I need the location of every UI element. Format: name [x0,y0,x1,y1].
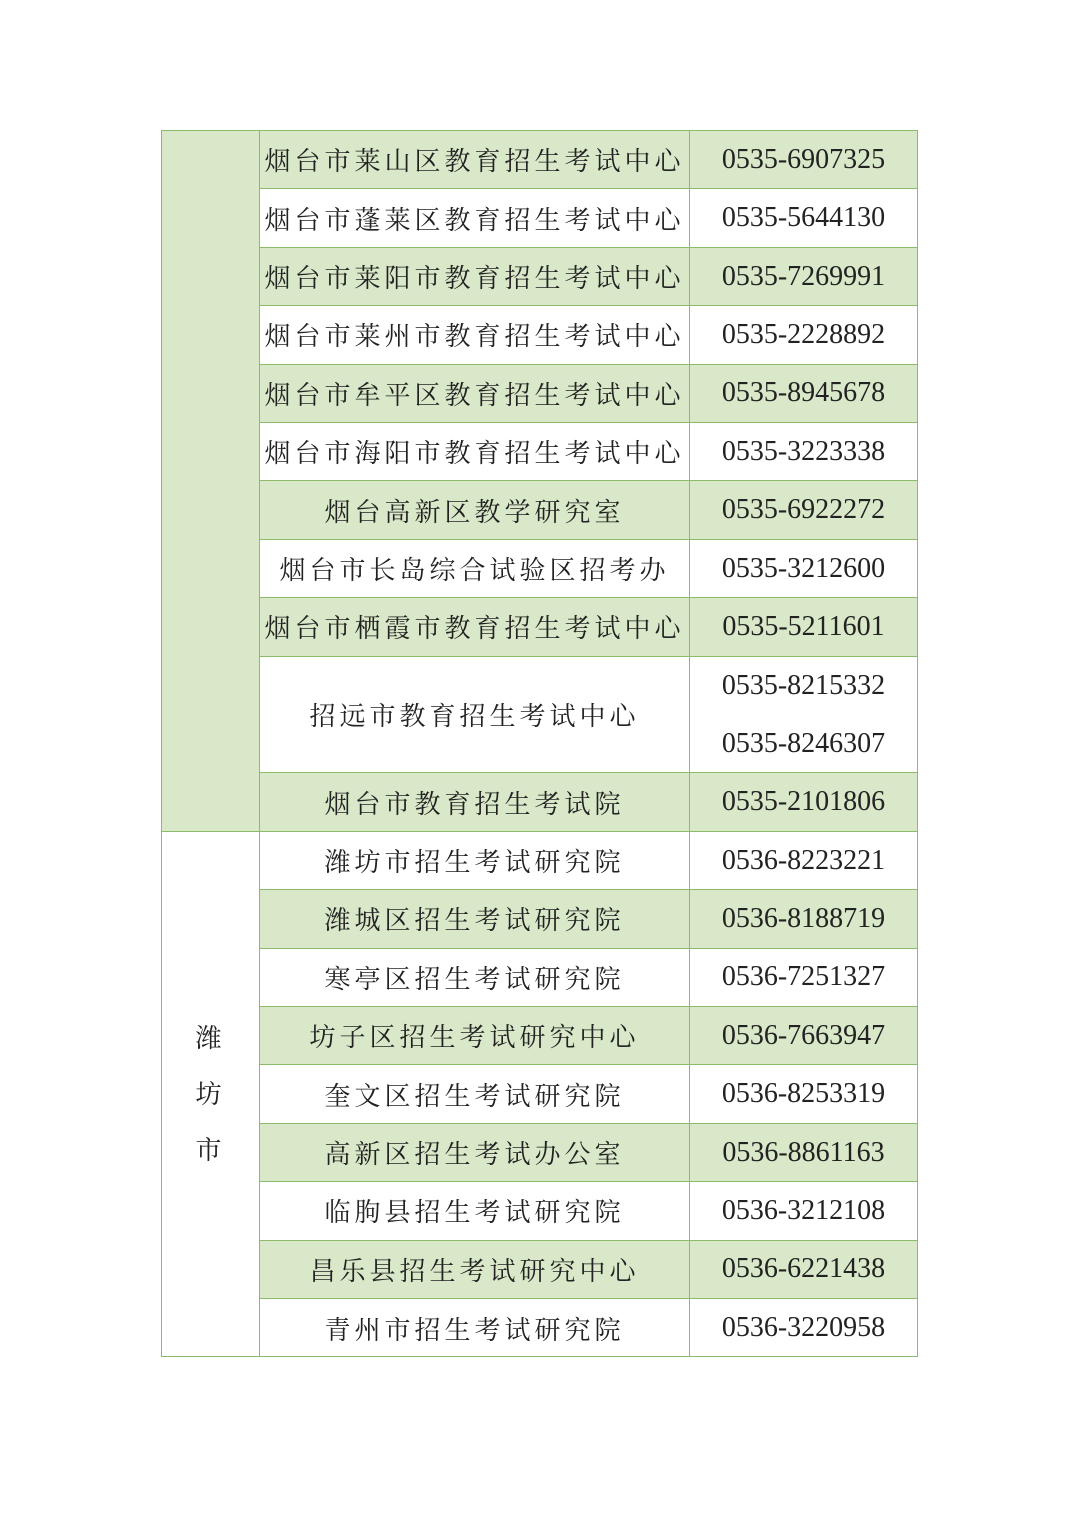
phone-number: 0536-8223221 [721,844,886,876]
table-row [260,1124,917,1182]
phone-cell [690,832,917,889]
institution-name: 烟台高新区教学研究室 [260,481,690,538]
phone-cell [690,306,917,363]
city-group-cell [162,832,260,1358]
institution-name: 烟台市莱州市教育招生考试中心 [260,306,690,363]
table-row [260,1065,917,1123]
table-row [260,540,917,598]
institution-name: 烟台市教育招生考试院 [260,773,690,830]
phone-cell [690,773,917,830]
phone-cell [690,423,917,480]
phone-number: 0535-6922272 [721,494,886,526]
phone-number: 0536-3212108 [721,1194,886,1226]
phone-cell [690,1007,917,1064]
phone-cell [690,890,917,947]
table-row [260,1299,917,1357]
table-row [260,481,917,539]
phone-cell [690,365,917,422]
phone-number: 0535-7269991 [721,260,886,292]
table-row [260,1182,917,1240]
table-row [260,248,917,306]
table-row [260,949,917,1007]
institution-name: 烟台市长岛综合试验区招考办 [260,540,690,597]
table-row [260,832,917,890]
phone-cell [690,248,917,305]
phone-number: 0535-2101806 [721,786,886,818]
phone-number: 0535-8945678 [721,377,886,409]
phone-number: 0536-8188719 [721,902,886,934]
phone-number: 0536-6221438 [721,1253,886,1285]
institution-name: 烟台市牟平区教育招生考试中心 [260,365,690,422]
institution-name: 烟台市莱山区教育招生考试中心 [260,131,690,188]
institution-name: 烟台市栖霞市教育招生考试中心 [260,598,690,655]
institution-name: 青州市招生考试研究院 [260,1299,690,1357]
phone-number: 0536-3220958 [721,1312,886,1344]
table-row [260,365,917,423]
phone-number: 0535-2228892 [721,318,886,350]
phone-number: 0535-6907325 [721,143,886,175]
table-row [260,890,917,948]
city-label: 潍坊市 [195,1023,226,1166]
institution-name: 昌乐县招生考试研究中心 [260,1241,690,1298]
phone-number: 0535-5211601 [722,610,885,642]
phone-number: 0535-8215332 [721,669,886,701]
city-group-cell [162,131,260,832]
institution-name: 坊子区招生考试研究中心 [260,1007,690,1064]
table-row [260,131,917,189]
phone-number: 0536-8253319 [721,1078,886,1110]
phone-cell [690,540,917,597]
phone-number: 0535-3212600 [721,552,886,584]
institution-name: 烟台市莱阳市教育招生考试中心 [260,248,690,305]
phone-cell [690,598,917,655]
contact-table [161,130,918,1357]
institution-name: 招远市教育招生考试中心 [260,657,690,773]
phone-number: 0535-8246307 [721,727,886,759]
institution-name: 寒亭区招生考试研究院 [260,949,690,1006]
institution-name: 奎文区招生考试研究院 [260,1065,690,1122]
table-row [260,1007,917,1065]
table-row [260,1241,917,1299]
phone-cell [690,131,917,188]
phone-number: 0535-5644130 [721,202,886,234]
phone-number: 0535-3223338 [721,435,886,467]
phone-number: 0536-7663947 [721,1019,886,1051]
institution-name: 高新区招生考试办公室 [260,1124,690,1181]
phone-cell [690,1241,917,1298]
phone-cell [690,1299,917,1357]
phone-cell [690,949,917,1006]
phone-cell [690,1124,917,1181]
phone-cell [690,1182,917,1239]
institution-name: 烟台市蓬莱区教育招生考试中心 [260,189,690,246]
phone-cell [690,481,917,538]
table-row [260,773,917,831]
institution-name: 潍城区招生考试研究院 [260,890,690,947]
institution-name: 临朐县招生考试研究院 [260,1182,690,1239]
table-row [260,189,917,247]
phone-number: 0536-7251327 [721,961,886,993]
phone-cell [690,189,917,246]
table-row [260,423,917,481]
table-row [260,598,917,656]
table-row [260,306,917,364]
institution-name: 烟台市海阳市教育招生考试中心 [260,423,690,480]
phone-cell [690,657,917,773]
institution-name: 潍坊市招生考试研究院 [260,832,690,889]
phone-cell [690,1065,917,1122]
phone-number: 0536-8861163 [722,1136,885,1168]
table-row [260,657,917,774]
